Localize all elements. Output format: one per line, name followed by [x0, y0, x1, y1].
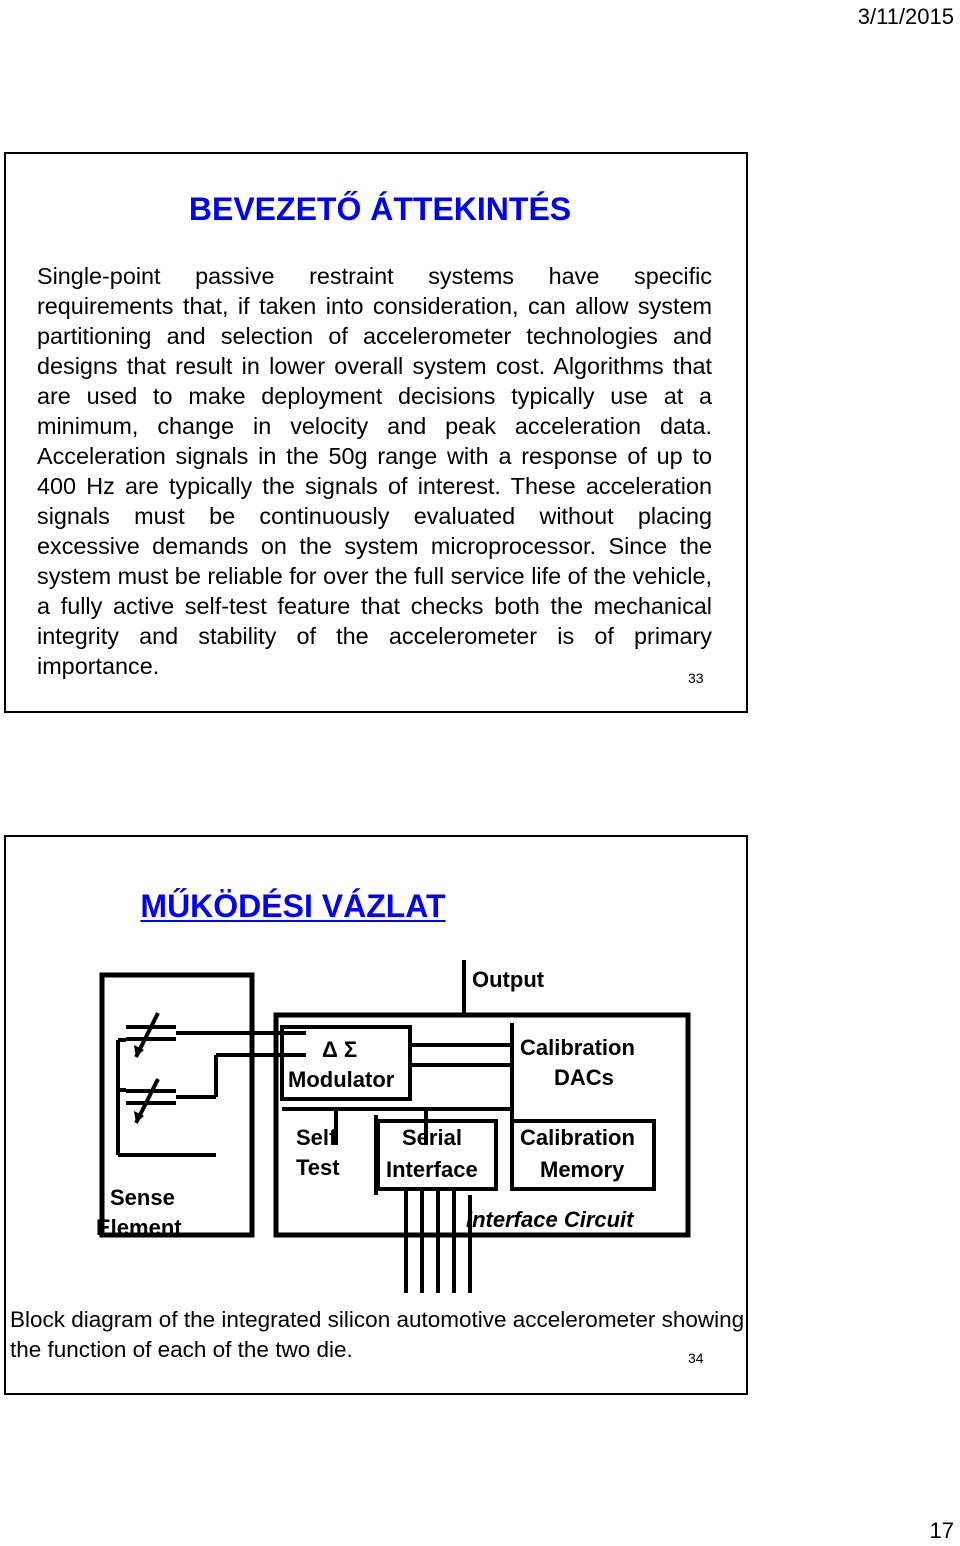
- calibration-memory-label: Memory: [540, 1157, 625, 1182]
- sense-element-label: Element: [96, 1215, 182, 1240]
- slide-number: 34: [688, 1350, 704, 1366]
- slide-34: [4, 835, 748, 1395]
- self-test-label: Test: [296, 1155, 340, 1180]
- delta-sigma-label: Δ Σ: [322, 1037, 358, 1062]
- page-number: 17: [929, 1518, 954, 1543]
- calibration-memory-label: Calibration: [520, 1125, 635, 1150]
- output-pins: [406, 1189, 470, 1293]
- slide-number: 33: [688, 670, 704, 686]
- slide-33: [4, 152, 748, 713]
- slide-title-text: MŰKÖDÉSI VÁZLAT: [140, 888, 446, 924]
- block-diagram: [96, 955, 696, 1295]
- interface-circuit-label: Interface Circuit: [466, 1207, 634, 1232]
- figure-caption: Block diagram of the integrated silicon automotive accelerometer showing the function of each of the two die.: [10, 1307, 745, 1362]
- calibration-dacs-label: DACs: [554, 1065, 614, 1090]
- slide-title: BEVEZETŐ ÁTTEKINTÉS: [188, 191, 572, 227]
- slide-title: [0, 887, 746, 925]
- serial-interface-label: Interface: [386, 1157, 478, 1182]
- slide-body-text: Single-point passive restraint systems have specific requirements that, if taken into consideration, can allow system partitioning and selection of accelerometer technologies and designs that result in lower overall system cost. Algorithms that are used to make deployment decisions typically use at a minimum, change in velocity and peak acceleration data. Acceleration signals in the 50g range with a response of up to 400 Hz are typically the signals of interest. These acceleration signals must be continuously evaluated without placing excessive demands on the system microprocessor. Since the system must be reliable for over the full service life of the vehicle, a fully active self-test feature that checks both the mechanical integrity and stability of the accelerometer is of primary importance.: [37, 263, 712, 679]
- modulator-label: Modulator: [288, 1067, 395, 1092]
- output-label: Output: [472, 967, 545, 992]
- page-date: 3/11/2015: [857, 4, 954, 29]
- self-test-label: Self: [296, 1125, 337, 1150]
- calibration-dacs-label: Calibration: [520, 1035, 635, 1060]
- serial-interface-label: Serial: [402, 1125, 462, 1150]
- sense-element-label: Sense: [110, 1185, 175, 1210]
